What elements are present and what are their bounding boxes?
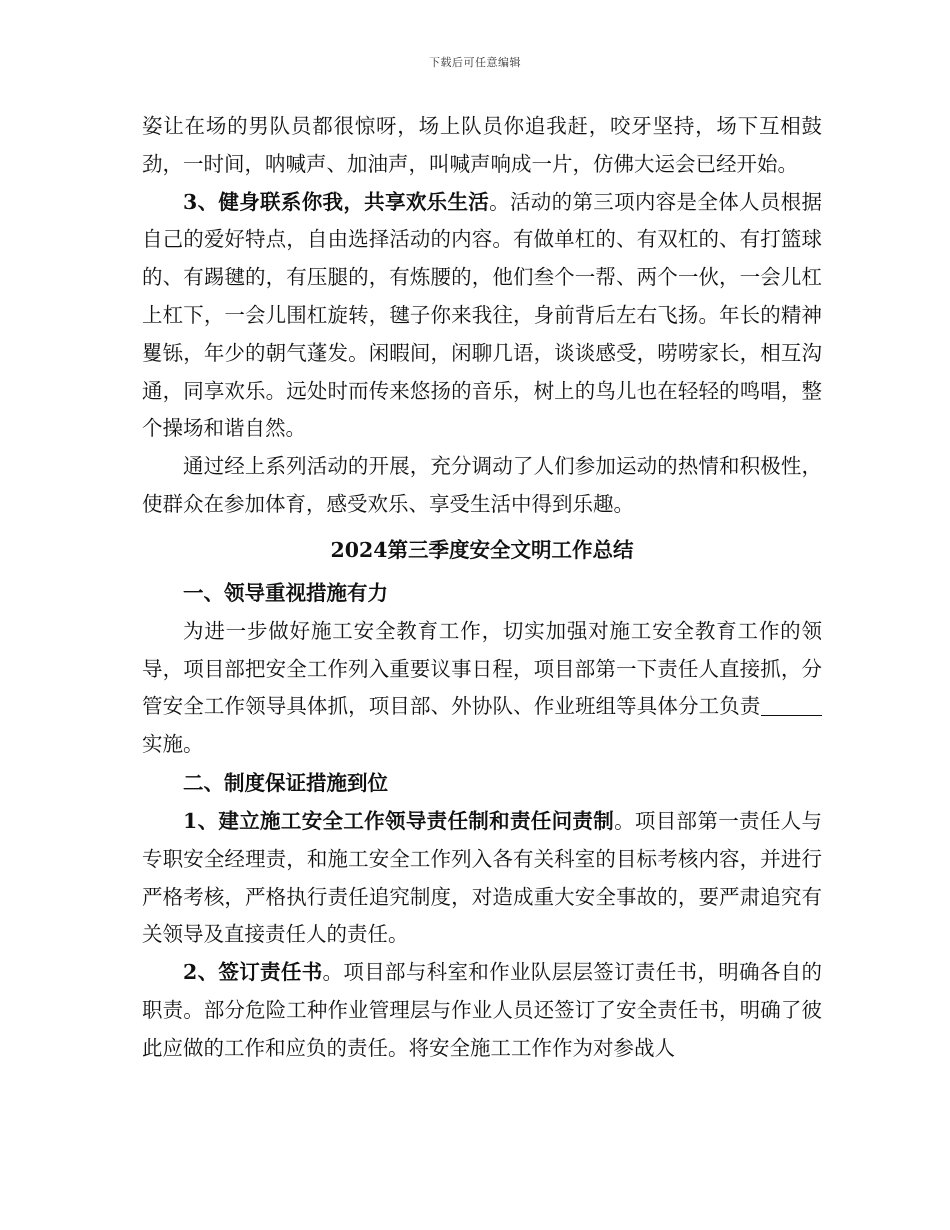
paragraph-body-text: 。活动的第三项内容是全体人员根据自己的爱好特点，自由选择活动的内容。有做单杠的、有双杠的、有打篮球的、有踢毽的，有压腿的，有炼腰的，他们叁个一帮、两个一伙，一会儿杠上杠下，一会儿围杠旋转，毽子你来我往，身前背后左右飞扬。年长的精神矍铄，年少的朝气蓬发。闲暇间，闲聊几语，谈谈感受，唠唠家长，相互沟通，同享欢乐。远处时而传来悠扬的音乐，树上的鸟儿也在轻轻的鸣唱，整个操场和谐自然。 <box>142 189 823 441</box>
section-heading-leadership: 一、领导重视措施有力 <box>183 580 388 605</box>
paragraph-continuation: 姿让在场的男队员都很惊呀，场上队员你追我赶，咬牙坚持，场下互相鼓劲，一时间，呐喊声、加油声，叫喊声响成一片，仿佛大运会已经开始。 <box>142 114 822 176</box>
paragraph-fitness-activity <box>142 184 822 449</box>
paragraph-lead-heading: 3、健身联系你我，共享欢乐生活 <box>183 189 490 214</box>
paragraph-leadership <box>142 613 822 764</box>
paragraph-conclusion: 通过经上系列活动的开展，充分调动了人们参加运动的热情和积极性，使群众在参加体育，感受欢乐、享受生活中得到乐趣。 <box>142 454 822 516</box>
paragraph-lead-heading: 1、建立施工安全工作领导责任制和责任问责制 <box>183 808 615 833</box>
paragraph-body-text-end: 实施。 <box>142 732 204 757</box>
document-title: 2024第三季度安全文明工作总结 <box>330 537 634 562</box>
paragraph-body-text: 为进一步做好施工安全教育工作，切实加强对施工安全教育工作的领导，项目部把安全工作列入重要议事日程，项目部第一下责任人直接抓，分管安全工作领导具体抓，项目部、外协队、作业班组等具体分工负责 <box>142 618 822 719</box>
document-body <box>142 108 822 1068</box>
fill-in-blank-line <box>761 695 823 717</box>
paragraph-responsibility-letter <box>142 954 822 1067</box>
paragraph-lead-heading: 2、签订责任书 <box>183 960 323 985</box>
paragraph-body-text: 。项目部第一责任人与专职安全经理责，和施工安全工作列入各有关科室的目标考核内容，并进行严格考核，严格执行责任追究制度，对造成重大安全事故的，要严肃追究有关领导及直接责任人的责任。 <box>142 808 822 947</box>
section-heading-system: 二、制度保证措施到位 <box>183 770 388 795</box>
paragraph-responsibility-system <box>142 803 822 954</box>
paragraph-body-text: 。项目部与科室和作业队层层签订责任书，明确各自的职责。部分危险工种作业管理层与作业人员还签订了安全责任书，明确了彼此应做的工作和应负的责任。将安全施工工作作为对参战人 <box>142 960 823 1060</box>
page-header: 下载后可任意编辑 <box>429 56 521 69</box>
